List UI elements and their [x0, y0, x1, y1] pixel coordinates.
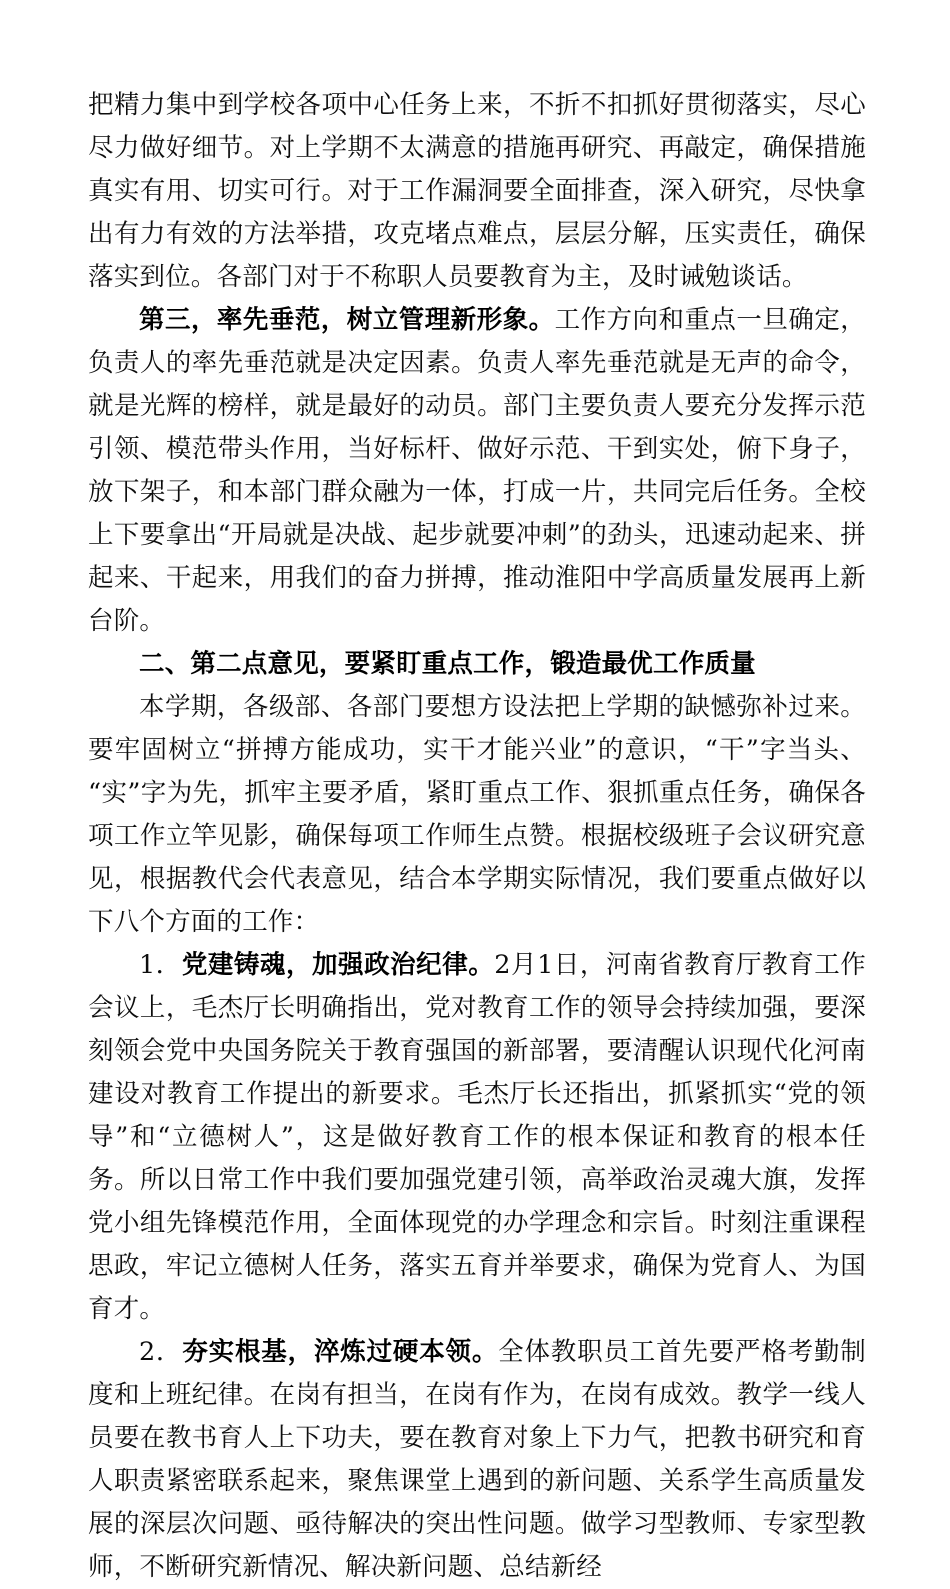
- body-paragraph: [88, 686, 866, 944]
- body-paragraph: [88, 944, 866, 1331]
- list-item-marker: 1．: [139, 950, 182, 980]
- section-heading: [88, 643, 866, 686]
- paragraph-text: 全体教职员工首先要严格考勤制度和上班纪律。在岗有担当，在岗有作为，在岗有成效。教学一线人员要在教书育人上下功夫，要在教育对象上下力气，把教书研究和育人职责紧密联系起来，聚焦课堂上遇到的新问题、关系学生高质量发展的深层次问题、亟待解决的突出性问题。做学习型教师、专家型教师，不断研究新情况、解决新问题、总结新经: [88, 1337, 866, 1582]
- body-paragraph: [88, 1331, 866, 1589]
- document-text-column: [88, 84, 866, 1589]
- paragraph-lead-in: 党建铸魂，加强政治纪律。: [181, 950, 495, 980]
- paragraph-text: 工作方向和重点一旦确定，负责人的率先垂范就是决定因素。负责人率先垂范就是无声的命令，就是光辉的榜样，就是最好的动员。部门主要负责人要充分发挥示范引领、模范带头作用，当好标杆、做好示范、干到实处，俯下身子，放下架子，和本部门群众融为一体，打成一片，共同完后任务。全校上下要拿出“开局就是决战、起步就要冲刺”的劲头，迅速动起来、拼起来、干起来，用我们的奋力拼搏，推动淮阳中学高质量发展再上新台阶。: [88, 305, 867, 636]
- paragraph-lead-in: 夯实根基，淬炼过硬本领。: [182, 1337, 499, 1367]
- list-item-marker: 2．: [139, 1337, 183, 1367]
- body-paragraph: [88, 84, 866, 299]
- paragraph-text: 把精力集中到学校各项中心任务上来，不折不扣抓好贯彻落实，尽心尽力做好细节。对上学期不太满意的措施再研究、再敲定，确保措施真实有用、切实可行。对于工作漏洞要全面排查，深入研究，尽快拿出有力有效的方法举措，攻克堵点难点，层层分解，压实责任，确保落实到位。各部门对于不称职人员要教育为主，及时诫勉谈话。: [88, 90, 866, 292]
- paragraph-lead-in: 第三，率先垂范，树立管理新形象。: [139, 305, 555, 335]
- paragraph-text: 本学期，各级部、各部门要想方设法把上学期的缺憾弥补过来。要牢固树立“拼搏方能成功，实干才能兴业”的意识，“干”字当头、“实”字为先，抓牢主要矛盾，紧盯重点工作、狠抓重点任务，确保各项工作立竿见影，确保每项工作师生点赞。根据校级班子会议研究意见，根据教代会代表意见，结合本学期实际情况，我们要重点做好以下八个方面的工作：: [88, 692, 866, 937]
- body-paragraph: [88, 299, 866, 643]
- paragraph-text: 2月1日，河南省教育厅教育工作会议上，毛杰厅长明确指出，党对教育工作的领导会持续加强，要深刻领会党中央国务院关于教育强国的新部署，要清醒认识现代化河南建设对教育工作提出的新要求。毛杰厅长还指出，抓紧抓实“党的领导”和“立德树人”，这是做好教育工作的根本保证和教育的根本任务。所以日常工作中我们要加强党建引领，高举政治灵魂大旗，发挥党小组先锋模范作用，全面体现党的办学理念和宗旨。时刻注重课程思政，牢记立德树人任务，落实五育并举要求，确保为党育人、为国育才。: [88, 950, 867, 1324]
- paragraph-lead-in: 二、第二点意见，要紧盯重点工作，锻造最优工作质量: [139, 649, 756, 679]
